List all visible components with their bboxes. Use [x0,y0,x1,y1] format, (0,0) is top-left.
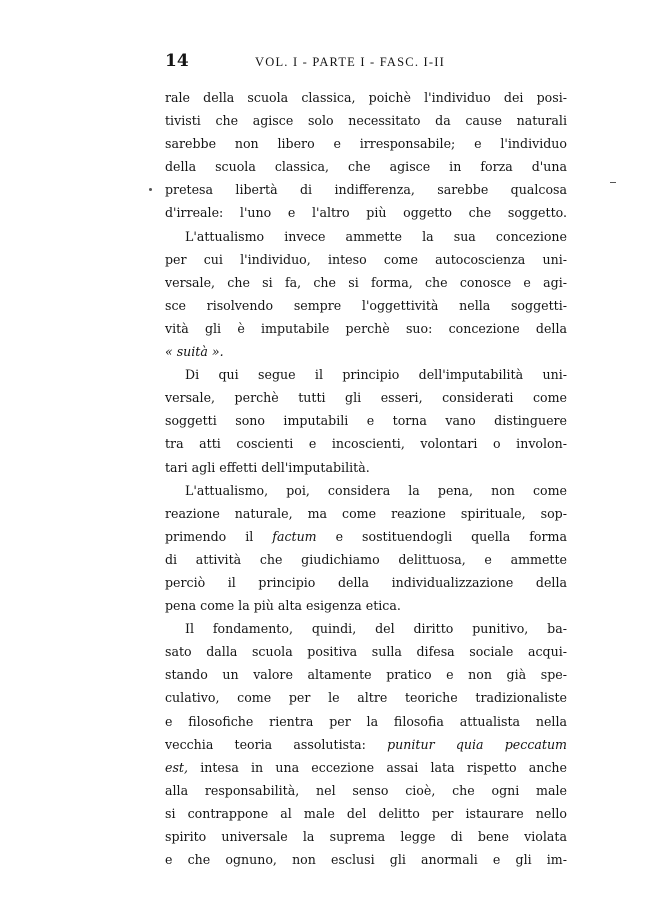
text-line: e che ognuno, non esclusi gli anormali e gli im- [165,852,567,868]
text-line: spirito universale la suprema legge di bene violata [165,829,567,844]
text-line [165,733,567,756]
text-line: tivisti che agisce solo necessitato da cause naturali [165,113,567,129]
text-segment: e sostituendogli quella forma [335,528,567,544]
text-line: Il fondamento, quindi, del diritto punitivo, ba- [185,621,567,637]
body-text [165,86,567,871]
text-line: « suità ». [165,344,224,360]
text-line: stando un valore altamente pratico e non già spe- [165,667,567,683]
text-line: sato dalla scuola positiva sulla difesa sociale acqui- [165,644,567,660]
text-line: perciò il principio della individualizzazione della [165,574,567,590]
text-line: Di qui segue il principio dell'imputabilità uni- [185,367,567,383]
text-line: pretesa libertà di indifferenza, sarebbe qualcosa [165,182,567,198]
page-header [165,50,567,72]
text-line: soggetti sono imputabili e torna vano distinguere [165,413,567,429]
text-line: pena come la più alta esigenza etica. [165,598,401,614]
text-line: culativo, come per le altre teoriche tradizionaliste [165,690,567,706]
stray-mark [149,188,152,191]
text-line: L'attualismo invece ammette la sua concezione [185,228,567,244]
italic-term: factum [272,528,317,544]
text-line: tra atti coscienti e incoscienti, volontari o involon- [165,436,567,452]
text-line: reazione naturale, ma come reazione spirituale, sop- [165,505,567,521]
text-line: rale della scuola classica, poichè l'individuo dei posi- [165,90,567,105]
text-line: sarebbe non libero e irresponsabile; e l'individuo [165,136,567,152]
text-line: della scuola classica, che agisce in forza d'una [165,159,567,175]
text-line [165,756,567,779]
text-line: si contrappone al male del delitto per istaurare nello [165,805,567,821]
text-line: di attività che giudichiamo delittuosa, e ammette [165,551,567,567]
text-segment: primendo il [165,528,254,544]
text-line: vità gli è imputabile perchè suo: concezione della [165,320,567,336]
italic-term: est, [165,759,188,775]
text-line: per cui l'individuo, inteso come autocoscienza uni- [165,251,567,267]
text-line: alla responsabilità, nel senso cioè, che ogni male [165,782,567,798]
text-segment: vecchia teoria assolutista: [165,736,366,752]
running-head: VOL. I - PARTE I - FASC. I-II [255,55,445,69]
text-line: L'attualismo, poi, considera la pena, non come [185,482,567,498]
stray-mark [610,182,616,183]
text-line: tari agli effetti dell'imputabilità. [165,459,370,475]
text-line: d'irreale: l'uno e l'altro più oggetto che soggetto. [165,205,567,221]
text-line: versale, perchè tutti gli esseri, considerati come [165,390,567,406]
italic-term: punitur quia peccatum [387,736,567,752]
text-line: sce risolvendo sempre l'oggettività nella soggetti- [165,297,567,313]
text-line [165,525,567,548]
text-segment: intesa in una eccezione assai lata rispetto anche [200,759,567,775]
page-number: 14 [165,51,189,71]
text-line: e filosofiche rientra per la filosofia attualista nella [165,713,567,729]
text-line: versale, che si fa, che si forma, che conosce e agi- [165,274,567,290]
